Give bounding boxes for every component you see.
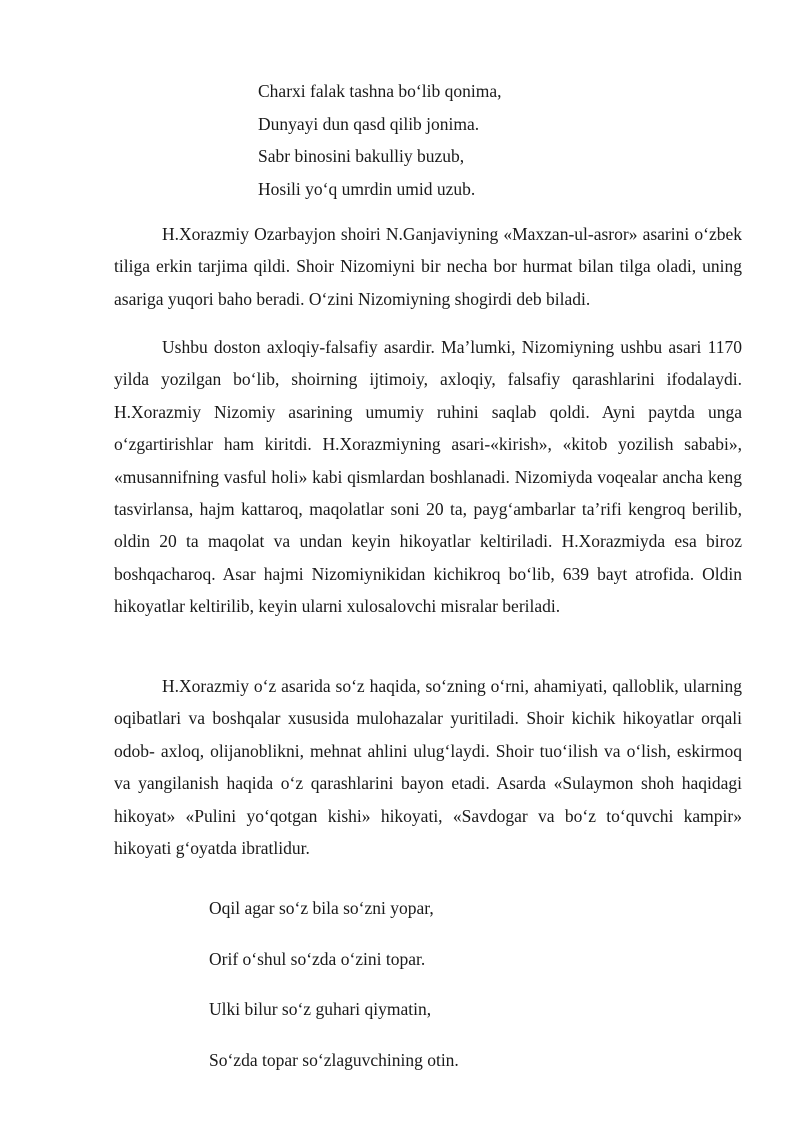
verse-line: Hosili yo‘q umrdin umid uzub. <box>258 178 476 199</box>
verse-line: Ulki bilur so‘z guhari qiymatin, <box>209 999 432 1019</box>
paragraph: H.Xorazmiy o‘z asarida so‘z haqida, so‘zning o‘rni, ahamiyati, qalloblik, ularning oqibatlari va boshqalar xususida mulohazalar yuritiladi. Shoir kichik hikoyatlar orqali odob- axloq, olijanoblikni, mehnat ahlini ulug‘laydi. Shoir tuo‘ilish va o‘lish, eskirmoq va yangilanish haqida o‘z qarashlarini bayon etadi. Asarda «Sulaymon shoh haqidagi hikoyat» «Pulini yo‘qotgan kishi» hikoyati, «Savdogar va bo‘z to‘quvchi kampir» hikoyati g‘oyatda ibratlidur. <box>114 676 742 859</box>
verse-line: Oqil agar so‘z bila so‘zni yopar, <box>209 898 434 918</box>
verse-top <box>258 75 501 205</box>
verse-line: Dunyayi dun qasd qilib jonima. <box>258 113 480 134</box>
paragraph: H.Xorazmiy Ozarbayjon shoiri N.Ganjaviyning «Maxzan-ul-asror» asarini o‘zbek tiliga erkin tarjima qildi. Shoir Nizomiyni bir necha bor hurmat bilan tilga oladi, uning asariga yuqori baho beradi. O‘zini Nizomiyning shogirdi deb biladi. <box>114 224 742 309</box>
verse-line: So‘zda topar so‘zlaguvchining otin. <box>209 1049 459 1070</box>
paragraph: Ushbu doston axloqiy-falsafiy asardir. Ma’lumki, Nizomiyning ushbu asari 1170 yilda yozilgan bo‘lib, shoirning ijtimoiy, axloqiy, falsafiy qarashlarini ifodalaydi. H.Xorazmiy Nizomiy asarining umumiy ruhini saqlab qoldi. Ayni paytda unga o‘zgartirishlar ham kiritdi. H.Xorazmiyning asari-«kirish», «kitob yozilish sababi», «musannifning vasful holi» kabi qismlardan boshlanadi. Nizomiyda voqealar ancha keng tasvirlansa, hajm kattaroq, maqolatlar soni 20 ta, payg‘ambarlar ta’rifi kengroq berilib, oldin 20 ta maqolat va undan keyin hikoyatlar keltiriladi. H.Xorazmiyda esa biroz boshqacharoq. Asar hajmi Nizomiynikidan kichikroq bo‘lib, 639 bayt atrofida. Oldin hikoyatlar keltirilib, keyin ularni xulosalovchi misralar beriladi. <box>114 337 742 617</box>
verse-line: Charxi falak tashna bo‘lib qonima, <box>258 81 502 101</box>
verse-line: Orif o‘shul so‘zda o‘zini topar. <box>209 948 426 969</box>
verse-bottom <box>209 883 459 1085</box>
verse-line: Sabr binosini bakulliy buzub, <box>258 146 465 166</box>
